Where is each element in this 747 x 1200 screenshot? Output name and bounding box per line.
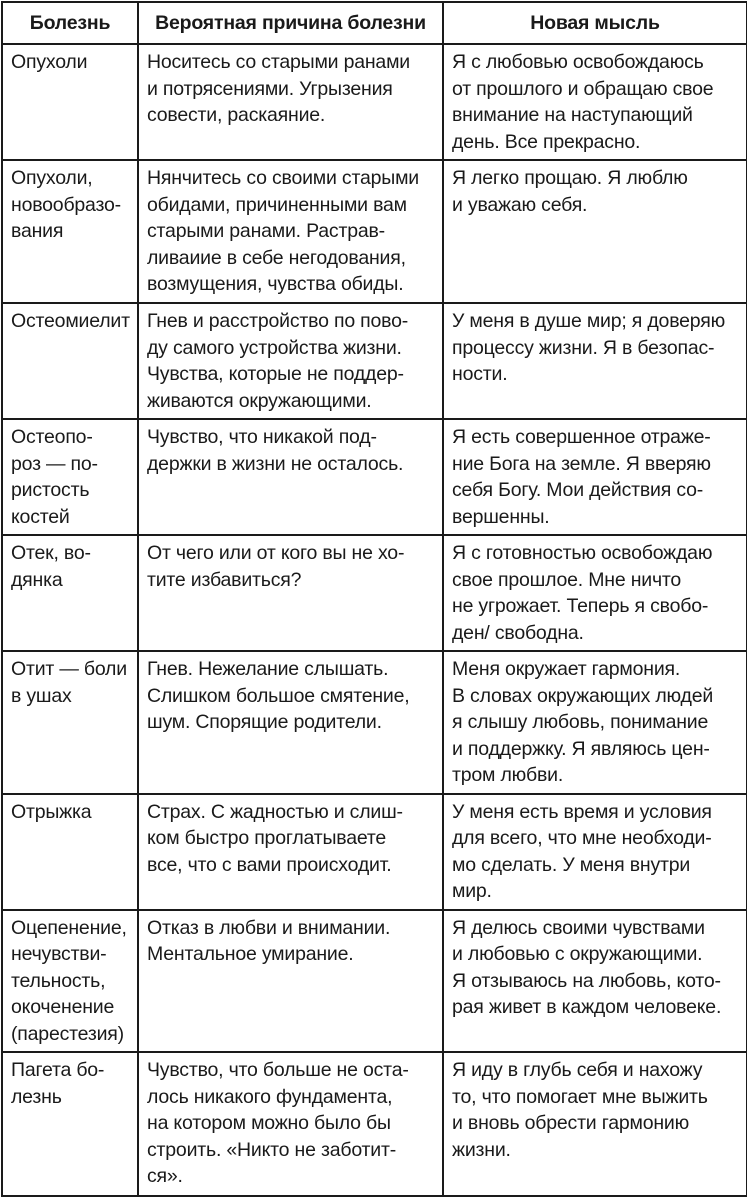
disease-cell bbox=[2, 303, 138, 419]
table-header bbox=[2, 2, 747, 44]
thought-text: Меня окружает гармония. В словах окружающих людей я слышу любовь, понимание и поддержку. Я являюсь цен- тром любви. bbox=[452, 658, 714, 786]
disease-cell bbox=[2, 1052, 138, 1196]
disease-cell bbox=[2, 910, 138, 1053]
disease-cell bbox=[2, 651, 138, 794]
cause-text: От чего или от кого вы не хо- тите избавиться? bbox=[147, 542, 405, 591]
table-row bbox=[2, 651, 747, 794]
thought-text: Я иду в глубь себя и нахожу то, что помогает мне выжить и вновь обрести гармонию жизни. bbox=[452, 1059, 708, 1161]
cause-text: Носитесь со старыми ранами и потрясениями. Угрызения совести, раскаяние. bbox=[147, 51, 410, 126]
header-disease: Болезнь bbox=[2, 2, 138, 44]
cause-cell bbox=[138, 910, 443, 1053]
table-row bbox=[2, 1052, 747, 1196]
disease-cell bbox=[2, 794, 138, 910]
cause-cell bbox=[138, 160, 443, 303]
thought-cell bbox=[443, 651, 747, 794]
thought-cell bbox=[443, 419, 747, 535]
cause-cell bbox=[138, 535, 443, 651]
disease-text: Остеопо- роз — по- ристость костей bbox=[11, 426, 98, 528]
thought-text: Я с любовью освобождаюсь от прошлого и обращаю свое внимание на наступающий день. Все прекрасно. bbox=[452, 51, 714, 153]
table-row bbox=[2, 44, 747, 160]
table-row bbox=[2, 535, 747, 651]
disease-text: Оцепенение, нечувстви- тельность, окоченение (парестезия) bbox=[11, 916, 127, 1045]
table-row bbox=[2, 160, 747, 303]
disease-cell bbox=[2, 419, 138, 535]
disease-text: Отрыжка bbox=[11, 800, 92, 823]
thought-cell bbox=[443, 910, 747, 1053]
thought-text: Я есть совершенное отраже- ние Бога на земле. Я вверяю себя Богу. Мои действия со- вершенны. bbox=[452, 426, 711, 528]
header-new-thought: Новая мысль bbox=[443, 2, 747, 44]
disease-table bbox=[1, 1, 747, 1197]
cause-text: Гнев. Нежелание слышать. Слишком большое смятение, шум. Спорящие родители. bbox=[147, 658, 410, 733]
cause-text: Страх. С жадностью и слиш- ком быстро проглатываете все, что с вами происходит. bbox=[147, 800, 403, 876]
table-row bbox=[2, 794, 747, 910]
table-row bbox=[2, 910, 747, 1053]
thought-text: Я легко прощаю. Я люблю и уважаю себя. bbox=[452, 167, 688, 216]
thought-text: Я делюсь своими чувствами и любовью с окружающими. Я отзываюсь на любовь, кото- рая живет в каждом человеке. bbox=[452, 916, 722, 1018]
cause-cell bbox=[138, 419, 443, 535]
disease-cell bbox=[2, 535, 138, 651]
cause-text: Гнев и расстройство по пово- ду самого устройства жизни. Чувства, которые не поддер- живаются окружающими. bbox=[147, 310, 409, 412]
disease-cell bbox=[2, 160, 138, 303]
cause-cell bbox=[138, 44, 443, 160]
thought-cell bbox=[443, 1052, 747, 1196]
thought-text: У меня есть время и условия для всего, что мне необходи- мо сделать. У меня внутри мир. bbox=[452, 800, 712, 902]
cause-cell bbox=[138, 1052, 443, 1196]
cause-cell bbox=[138, 651, 443, 794]
header-cause: Вероятная причина болезни bbox=[138, 2, 443, 44]
disease-text: Остеомиелит bbox=[11, 310, 130, 332]
thought-cell bbox=[443, 303, 747, 419]
table-row bbox=[2, 419, 747, 535]
cause-text: Чувство, что больше не оста- лось никакого фундамента, на котором можно было бы строить. «Никто не заботит- ся». bbox=[147, 1059, 409, 1187]
table-body bbox=[2, 44, 747, 1196]
header-row bbox=[2, 2, 747, 44]
disease-text: Опухоли, новообразо- вания bbox=[11, 167, 121, 242]
disease-text: Отит — боли в ушах bbox=[11, 658, 127, 707]
thought-cell bbox=[443, 794, 747, 910]
thought-cell bbox=[443, 160, 747, 303]
cause-text: Отказ в любви и внимании. Ментальное умирание. bbox=[147, 916, 391, 965]
disease-text: Опухоли bbox=[11, 51, 88, 73]
cause-text: Чувство, что никакой под- держки в жизни не осталось. bbox=[147, 426, 404, 475]
cause-text: Нянчитесь со своими старыми обидами, причиненными вам старыми ранами. Растрав- ливаиие в себе негодования, возмущения, чувства обиды. bbox=[147, 167, 419, 295]
table-row bbox=[2, 303, 747, 419]
disease-text: Отек, во- дянка bbox=[11, 542, 91, 591]
thought-cell bbox=[443, 535, 747, 651]
thought-text: У меня в душе мир; я доверяю процессу жизни. Я в безопас- ности. bbox=[452, 310, 725, 385]
cause-cell bbox=[138, 794, 443, 910]
thought-text: Я с готовностью освобождаю свое прошлое. Мне ничто не угрожает. Теперь я свобо- ден/ свободна. bbox=[452, 542, 713, 644]
cause-cell bbox=[138, 303, 443, 419]
disease-cell bbox=[2, 44, 138, 160]
thought-cell bbox=[443, 44, 747, 160]
disease-text: Пагета бо- лезнь bbox=[11, 1059, 105, 1108]
